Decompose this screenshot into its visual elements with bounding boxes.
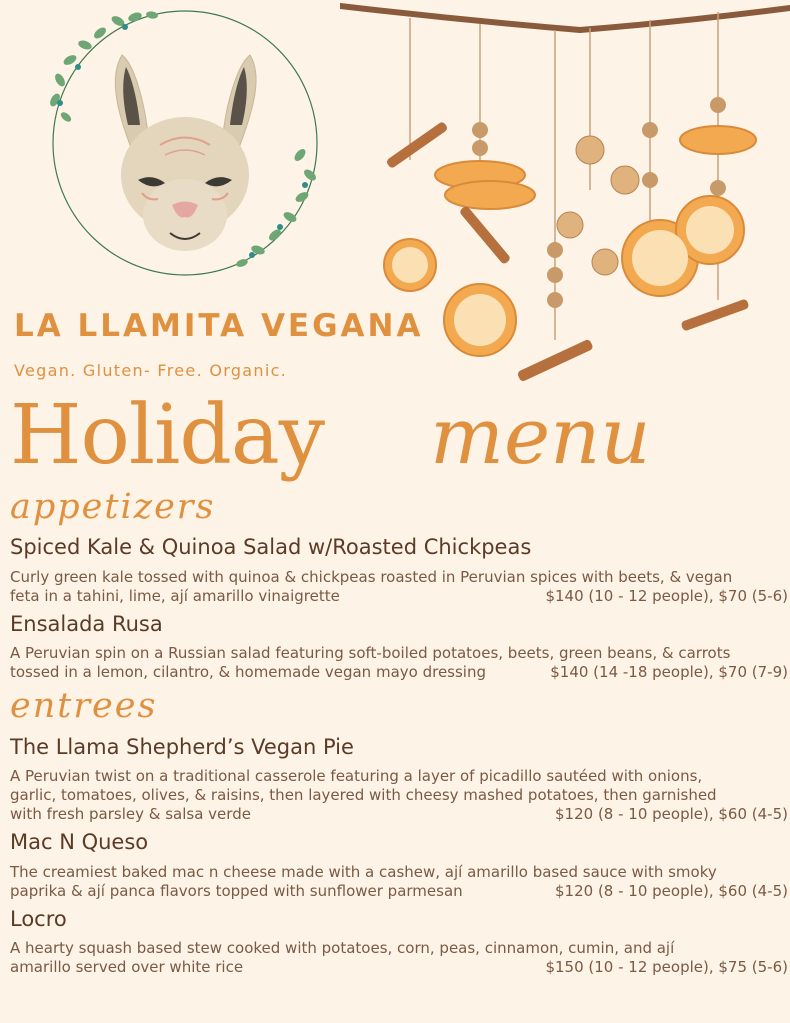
description-line: A Peruvian spin on a Russian salad featuring soft-boiled potatoes, beets, green beans, & carrots [10, 644, 731, 662]
section-heading-appetizers: appetizers [10, 487, 216, 527]
menu-item-description [10, 939, 788, 977]
menu-item-name: Ensalada Rusa [10, 612, 163, 636]
section-heading-entrees: entrees [10, 686, 158, 726]
description-line: feta in a tahini, lime, ají amarillo vinaigrette [10, 587, 340, 605]
menu-item-description [10, 644, 788, 682]
menu-item-name: Locro [10, 907, 67, 931]
menu-item-description [10, 568, 788, 606]
description-line: with fresh parsley & salsa verde [10, 805, 251, 823]
menu-title-italic: menu [430, 392, 651, 482]
brand-name: LA LLAMITA VEGANA [14, 308, 424, 344]
description-line: paprika & ají panca flavors topped with sunflower parmesan [10, 882, 463, 900]
description-line: amarillo served over white rice [10, 958, 244, 976]
description-line: A hearty squash based stew cooked with potatoes, corn, peas, cinnamon, cumin, and ají [10, 939, 675, 957]
menu-item-price: $120 (8 - 10 people), $60 (4-5) [555, 882, 788, 900]
menu-item-price: $140 (10 - 12 people), $70 (5-6) [545, 587, 788, 605]
menu-item-name: The Llama Shepherd’s Vegan Pie [10, 735, 354, 759]
garland-decoration [340, 0, 790, 410]
menu-title: Holiday [10, 388, 325, 483]
menu-item-price: $150 (10 - 12 people), $75 (5-6) [545, 958, 788, 976]
description-line: A Peruvian twist on a traditional casserole featuring a layer of picadillo sautéed with onions, [10, 767, 703, 785]
menu-item-name: Mac N Queso [10, 830, 149, 854]
menu-item-name: Spiced Kale & Quinoa Salad w/Roasted Chickpeas [10, 535, 532, 559]
menu-item-price: $140 (14 -18 people), $70 (7-9) [550, 663, 788, 681]
tagline: Vegan. Gluten- Free. Organic. [14, 361, 288, 380]
menu-item-description [10, 863, 788, 901]
menu-item-price: $120 (8 - 10 people), $60 (4-5) [555, 805, 788, 823]
description-line: garlic, tomatoes, olives, & raisins, then layered with cheesy mashed potatoes, then garnished [10, 786, 717, 804]
branch-icon [340, 6, 790, 30]
description-line: The creamiest baked mac n cheese made with a cashew, ají amarillo based sauce with smoky [10, 863, 717, 881]
menu-item-description [10, 767, 788, 824]
llama-logo [30, 5, 340, 295]
description-line: tossed in a lemon, cilantro, & homemade vegan mayo dressing [10, 663, 486, 681]
description-line: Curly green kale tossed with quinoa & chickpeas roasted in Peruvian spices with beets, & vegan [10, 568, 733, 586]
